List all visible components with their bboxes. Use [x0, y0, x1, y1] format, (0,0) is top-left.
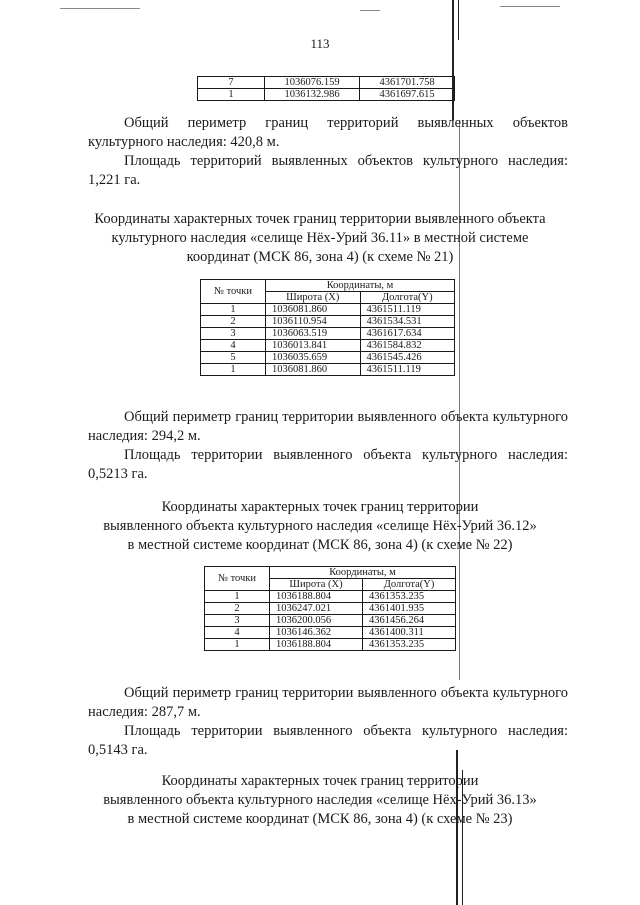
scan-artifact-line: [458, 0, 459, 40]
table-header-row: Широта (X) Долгота(Y): [205, 579, 456, 591]
coords-table: [200, 279, 455, 376]
area-text: Площадь территорий выявленных объектов культурного наследия: 1,221 га.: [88, 153, 568, 188]
table-row: 5 1036035.659 4361545.426: [201, 352, 455, 364]
scan-speck: [360, 10, 380, 11]
coords-table: [204, 566, 456, 651]
table-row: 1 1036188.804 4361353.235: [205, 639, 456, 651]
perimeter-text: Общий периметр границ территории выявленного объекта культурного наследия: 294,2 м.: [88, 409, 568, 444]
scan-speck: [60, 8, 140, 9]
table-row: 2 1036110.954 4361534.531: [201, 316, 455, 328]
table-row: 3 1036063.519 4361617.634: [201, 328, 455, 340]
table-row: 1 1036081.860 4361511.119: [201, 304, 455, 316]
page-number: 113: [310, 36, 330, 51]
area-text: Площадь территории выявленного объекта культурного наследия: 0,5143 га.: [88, 723, 568, 758]
area-text: Площадь территории выявленного объекта культурного наследия: 0,5213 га.: [88, 447, 568, 482]
table-row: 3 1036200.056 4361456.264: [205, 615, 456, 627]
table-row: 1 1036081.860 4361511.119: [201, 364, 455, 376]
section-heading: Координаты характерных точек границ территории выявленного объекта культурного наследия «селище Нёх-Урий 36.11» в местной системе координат (МСК 86, зона 4) (к схеме № 21): [94, 211, 546, 265]
continued-coords-table: [197, 76, 455, 101]
table-row: 7 1036076.159 4361701.758: [198, 77, 455, 89]
table-row: 1 1036188.804 4361353.235: [205, 591, 456, 603]
scan-artifact-line: [459, 120, 460, 680]
table-row: 4 1036146.362 4361400.311: [205, 627, 456, 639]
table-header-row: № точки Координаты, м: [205, 567, 456, 579]
table-header-row: № точки Координаты, м: [201, 280, 455, 292]
table-row: 1 1036132.986 4361697.615: [198, 89, 455, 101]
scan-artifact-line: [452, 0, 454, 120]
table-row: 4 1036013.841 4361584.832: [201, 340, 455, 352]
perimeter-text: Общий периметр границ территорий выявленных объектов культурного наследия: 420,8 м.: [88, 115, 568, 150]
scan-speck: [500, 6, 560, 7]
table-header-row: Широта (X) Долгота(Y): [201, 292, 455, 304]
table-row: 2 1036247.021 4361401.935: [205, 603, 456, 615]
section-heading: Координаты характерных точек границ территории выявленного объекта культурного наследия «селище Нёх-Урий 36.12» в местной системе координат (МСК 86, зона 4) (к схеме № 22): [103, 499, 537, 553]
perimeter-text: Общий периметр границ территории выявленного объекта культурного наследия: 287,7 м.: [88, 685, 568, 720]
section-heading: Координаты характерных точек границ территории выявленного объекта культурного наследия «селище Нёх-Урий 36.13» в местной системе координат (МСК 86, зона 4) (к схеме № 23): [103, 773, 537, 827]
